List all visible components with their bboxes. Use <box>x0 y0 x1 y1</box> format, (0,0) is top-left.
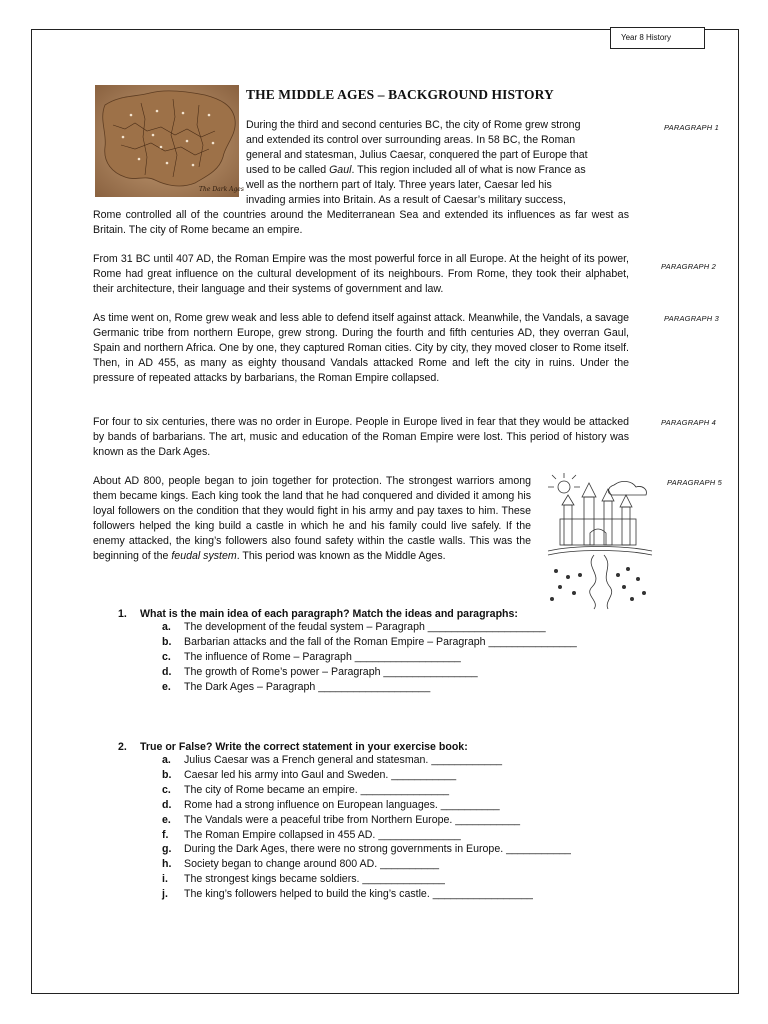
question-item-text: The city of Rome became an empire. _______________ <box>184 783 450 796</box>
question-item <box>162 857 678 872</box>
question-item-letter: i. <box>162 873 168 886</box>
question-item <box>162 650 678 665</box>
question-1-text: What is the main idea of each paragraph? Match the ideas and paragraphs: <box>140 608 518 620</box>
paragraph-5-text: . This period was known as the Middle Ages. <box>236 550 446 562</box>
question-item-text: The king’s followers helped to build the king’s castle. _________________ <box>184 888 533 901</box>
question-item-text: The growth of Rome’s power – Paragraph ________________ <box>184 665 478 678</box>
question-item-text: The Roman Empire collapsed in 455 AD. ______________ <box>184 828 461 841</box>
question-2-number: 2. <box>118 741 127 753</box>
question-item-letter: c. <box>162 650 171 663</box>
question-item-letter: c. <box>162 783 171 796</box>
question-item-text: Society began to change around 800 AD. __________ <box>184 858 440 871</box>
question-item <box>162 798 678 813</box>
question-item-text: The Vandals were a peaceful tribe from Northern Europe. ___________ <box>184 813 521 826</box>
question-item-text: The strongest kings became soldiers. ______________ <box>184 873 445 886</box>
question-item-letter: f. <box>162 828 169 841</box>
question-item-text: The development of the feudal system – Paragraph ____________________ <box>184 621 546 633</box>
paragraph-5 <box>93 474 531 564</box>
question-item-letter: a. <box>162 754 171 766</box>
question-item <box>162 753 678 768</box>
question-item <box>162 842 678 857</box>
gaul-italic: Gaul <box>329 164 352 176</box>
paragraph-1-bottom: Rome controlled all of the countries around the Mediterranean Sea and extended its influences as far west as Britain. The city of Rome became an empire. <box>93 209 629 236</box>
paragraph-1-line: During the third and second centuries BC, the city of Rome grew strong <box>246 119 581 131</box>
paragraph-label-3: PARAGRAPH 3 <box>664 314 719 323</box>
question-item-letter: d. <box>162 665 172 678</box>
question-item <box>162 828 678 843</box>
question-1-header <box>118 608 678 620</box>
question-item-text: The Dark Ages – Paragraph ___________________ <box>184 680 431 693</box>
question-item-text: The influence of Rome – Paragraph __________________ <box>184 650 461 663</box>
question-item-letter: h. <box>162 858 172 871</box>
paragraph-1-line: . This region included all of what is now France as <box>351 164 586 176</box>
paragraph-1-top <box>246 118 630 208</box>
question-item <box>162 783 678 798</box>
paragraph-3: As time went on, Rome grew weak and less able to defend itself against attack. Meanwhile, the Vandals, a savage Germanic tribe from northern Europe, grew strong. During the fourth and fifth centuries AD, they overran Gaul, Spain and northern Africa. One by one, they captured Roman cities. City by city, they moved closer to Rome itself. Then, in AD 455, as many as eighty thousand Vandals attacked Rome and left the city in ruins. Under the pressure of repeated attacks by barbarians, the Roman Empire collapsed. <box>93 312 629 384</box>
paragraph-label-4: PARAGRAPH 4 <box>661 418 716 427</box>
question-1-number: 1. <box>118 608 127 620</box>
question-item-letter: b. <box>162 768 172 781</box>
question-item <box>162 635 678 650</box>
paragraph-2: From 31 BC until 407 AD, the Roman Empire was the most powerful force in all Europe. At the height of its power, Rome had great influence on the cultural development of its neighbours. From Rome, they took their alphabet, their architecture, their language and their systems of government and law. <box>93 253 629 295</box>
question-2-items <box>118 753 678 902</box>
paragraph-1-line: invading armies into Britain. As a result of Caesar’s military success, <box>246 194 566 206</box>
paragraph-1-line: used to be called <box>246 164 327 176</box>
question-item-text: Julius Caesar was a French general and statesman. ____________ <box>184 754 503 766</box>
map-caption: The Dark Ages <box>199 186 244 193</box>
question-item-text: Barbarian attacks and the fall of the Roman Empire – Paragraph _______________ <box>184 635 577 648</box>
paragraph-4: For four to six centuries, there was no order in Europe. People in Europe lived in fear that they would be attacked by bands of barbarians. The art, music and education of the Roman Empire were lost. This period of history was known as the Dark Ages. <box>93 416 629 458</box>
question-item-letter: d. <box>162 798 172 811</box>
question-1-items <box>118 620 678 695</box>
question-item-text: Rome had a strong influence on European languages. __________ <box>184 798 500 811</box>
paragraph-1-line: general and statesman, Julius Caesar, conquered the part of Europe that <box>246 149 588 161</box>
paragraph-label-5: PARAGRAPH 5 <box>667 478 722 487</box>
page-title: THE MIDDLE AGES – BACKGROUND HISTORY <box>246 87 554 102</box>
question-item-letter: j. <box>162 888 168 901</box>
question-2-header <box>118 741 678 753</box>
feudal-system-italic: feudal system <box>171 550 237 562</box>
question-item-letter: e. <box>162 813 171 826</box>
question-1 <box>118 608 678 695</box>
paragraph-label-1: PARAGRAPH 1 <box>664 123 719 132</box>
question-item <box>162 680 678 695</box>
paragraph-label-2: PARAGRAPH 2 <box>661 262 716 271</box>
question-item <box>162 620 678 635</box>
castle-drawing-image <box>544 475 656 611</box>
question-item-letter: a. <box>162 621 171 633</box>
question-item-letter: e. <box>162 680 171 693</box>
paragraph-1-line: well as the northern part of Italy. Three years later, Caesar led his <box>246 179 552 191</box>
paragraph-5-text: About AD 800, people began to join together for protection. The strongest warriors among them became kings. Each king took the land that he had conquered and divided it among his loyal followers on the condition that they would fight in his army and pay taxes to him. These followers helped the king build a castle in which he and his family could live safely. If the enemy attacked, the king’s followers also found safety within the castle walls. This was the beginning of the <box>93 475 531 562</box>
question-item <box>162 872 678 887</box>
europe-map-image <box>95 85 244 197</box>
question-item <box>162 887 678 902</box>
question-item-letter: g. <box>162 843 172 856</box>
paragraph-1-line: and extended its control over surrounding areas. In 58 BC, the Roman <box>246 134 576 146</box>
subject-label: Year 8 History <box>610 27 705 49</box>
question-item-letter: b. <box>162 635 172 648</box>
question-item <box>162 813 678 828</box>
question-item-text: Caesar led his army into Gaul and Sweden. ___________ <box>184 768 457 781</box>
question-2-text: True or False? Write the correct statement in your exercise book: <box>140 741 468 753</box>
question-item <box>162 665 678 680</box>
question-item-text: During the Dark Ages, there were no strong governments in Europe. ___________ <box>184 843 571 856</box>
question-item <box>162 768 678 783</box>
question-2 <box>118 741 678 902</box>
